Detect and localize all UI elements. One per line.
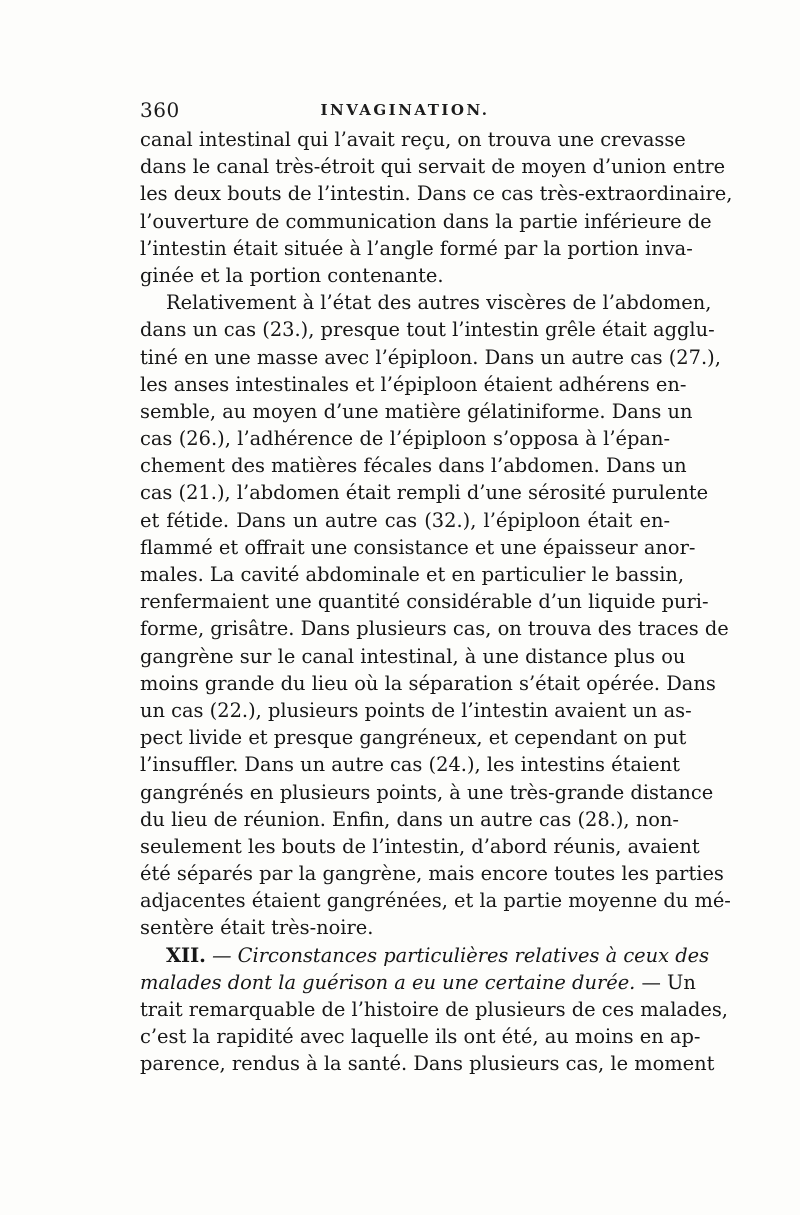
- text-line: l’intestin était située à l’angle formé par la portion inva-: [140, 236, 693, 260]
- text-line: forme, grisâtre. Dans plusieurs cas, on trouva des traces de: [140, 617, 729, 641]
- text-line: les anses intestinales et l’épiploon étaient adhérens en-: [140, 372, 687, 396]
- text-line: dans le canal très-étroit qui servait de moyen d’union entre: [140, 155, 726, 179]
- text-line: tiné en une masse avec l’épiploon. Dans un autre cas (27.),: [140, 345, 721, 369]
- body-text: [140, 126, 733, 1078]
- section-heading-line-2: [140, 969, 696, 996]
- text-line: cas (26.), l’adhérence de l’épiploon s’opposa à l’épan-: [140, 427, 670, 451]
- section-heading-line-1: [140, 942, 710, 969]
- text-line: moins grande du lieu où la séparation s’était opérée. Dans: [140, 671, 716, 695]
- text-line: parence, rendus à la santé. Dans plusieurs cas, le moment: [140, 1052, 715, 1076]
- text-line: l’insuffler. Dans un autre cas (24.), les intestins étaient: [140, 753, 680, 777]
- text-line: trait remarquable de l’histoire de plusieurs de ces malades,: [140, 998, 728, 1021]
- page-header: [140, 98, 670, 124]
- text-line: renfermaient une quantité considérable d’un liquide puri-: [140, 590, 709, 614]
- section-title-part-2: malades dont la guérison a eu une certaine durée.: [140, 970, 636, 994]
- text-line: gangrène sur le canal intestinal, à une distance plus ou: [140, 644, 686, 668]
- text-line: c’est la rapidité avec laquelle ils ont été, au moins en ap-: [140, 1025, 701, 1049]
- text-line: dans un cas (23.), presque tout l’intestin grêle était agglu-: [140, 318, 715, 342]
- text-line: adjacentes étaient gangrénées, et la partie moyenne du mé-: [140, 889, 731, 913]
- text-line: semble, au moyen d’une matière gélatiniforme. Dans un: [140, 399, 693, 423]
- text-line: pect livide et presque gangréneux, et cependant on put: [140, 726, 687, 750]
- section-title-tail: — Un: [635, 970, 696, 994]
- text-line: seulement les bouts de l’intestin, d’abord réunis, avaient: [140, 834, 700, 858]
- section-number: XII.: [166, 943, 206, 967]
- text-line: sentère était très-noire.: [140, 916, 374, 940]
- text-line: gangrénés en plusieurs points, à une très-grande distance: [140, 780, 714, 804]
- text-line: ginée et la portion contenante.: [140, 263, 444, 287]
- text-line: chement des matières fécales dans l’abdomen. Dans un: [140, 454, 687, 478]
- text-line: Relativement à l’état des autres viscères de l’abdomen,: [166, 291, 712, 315]
- text-line: canal intestinal qui l’avait reçu, on trouva une crevasse: [140, 128, 686, 151]
- text-line: l’ouverture de communication dans la partie inférieure de: [140, 209, 712, 233]
- page-number: 360: [140, 98, 180, 122]
- text-line: un cas (22.), plusieurs points de l’intestin avaient un as-: [140, 698, 692, 722]
- text-line: du lieu de réunion. Enfin, dans un autre cas (28.), non-: [140, 807, 679, 831]
- section-title-part-1: — Circonstances particulières relatives à ceux des: [205, 943, 710, 967]
- text-line: été séparés par la gangrène, mais encore toutes les parties: [140, 862, 724, 886]
- text-line: et fétide. Dans un autre cas (32.), l’épiploon était en-: [140, 508, 670, 532]
- running-title: INVAGINATION.: [320, 101, 490, 119]
- text-line: les deux bouts de l’intestin. Dans ce cas très-extraordinaire,: [140, 182, 733, 206]
- text-line: males. La cavité abdominale et en particulier le bassin,: [140, 563, 685, 586]
- paragraph-2: [140, 289, 731, 942]
- text-line: cas (21.), l’abdomen était rempli d’une sérosité purulente: [140, 481, 709, 505]
- paragraph-3: [140, 942, 728, 1078]
- text-line: flammé et offrait une consistance et une épaisseur anor-: [140, 535, 696, 559]
- paragraph-1: [140, 126, 733, 289]
